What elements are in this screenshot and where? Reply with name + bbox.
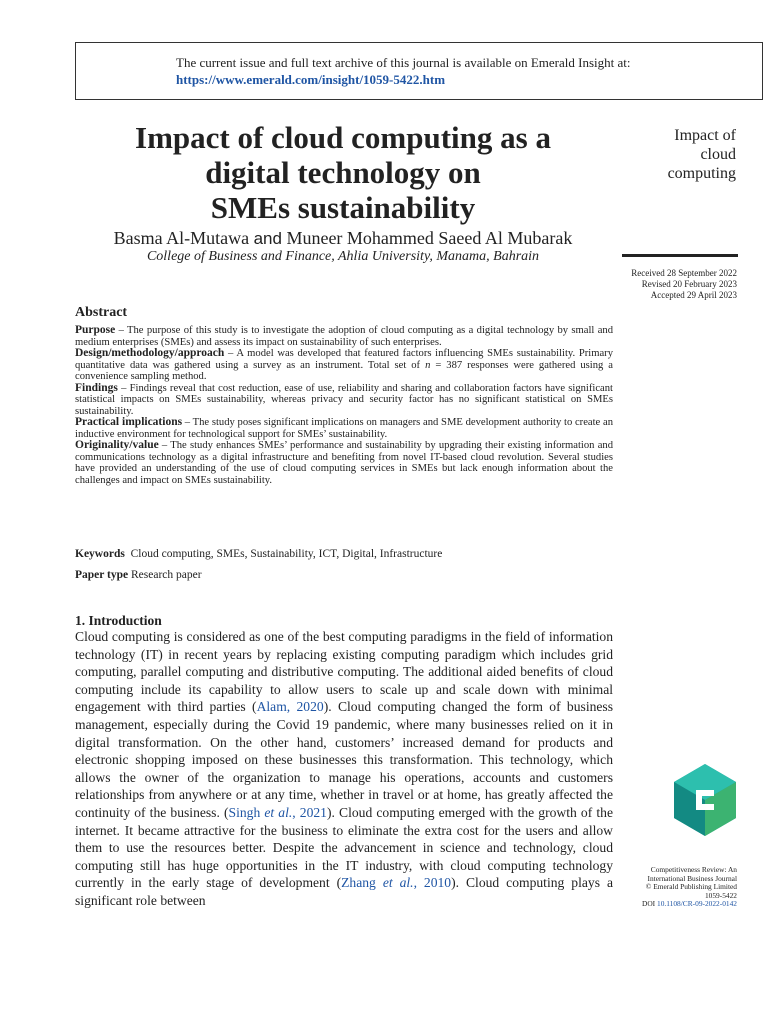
access-notice-box	[75, 42, 763, 100]
journal-logo-icon	[674, 764, 736, 836]
intro-text-1: Cloud computing is considered as one of the best computing paradigms in the field of information technology (IT) in recent years by replacing existing computing paradigm which includes grid computing, parallel computing and distributive computing. The additional aided benefits of cloud computing include its capability to allow users to scale up and scale down with minimal engagement with third parties (	[75, 629, 613, 715]
title-line-3: SMEs sustainability	[210, 190, 476, 225]
authors	[78, 228, 608, 249]
abstract-findings	[75, 383, 613, 418]
purpose-text: – The purpose of this study is to investigate the adoption of cloud computing as a digital technology by small and medium enterprises (SMEs) and assess its impact on sustainability of such enterprises.	[75, 325, 613, 348]
running-title-line-2: cloud	[700, 146, 736, 163]
abstract-heading: Abstract	[75, 305, 128, 320]
running-title	[596, 126, 736, 183]
intro-text-2: ). Cloud computing changed the form of business management, especially during the Covid 19 pandemic, where many businesses relied on it in digital transformation. On the other hand, customers’ increased demand for products and electronic shopping imposed on these businesses this transformation. This technology, which allows the owner of the organization to manage his operations, accounts and customers relationships from anywhere or at any time, whether in travel or at home, has greatly affected the continuity of the business. (	[75, 699, 614, 820]
doi-link[interactable]: 10.1108/CR-09-2022-0142	[657, 899, 737, 909]
author-1: Basma Al-Mutawa	[113, 228, 250, 248]
introduction-paragraph	[75, 628, 613, 910]
paper-type-label: Paper type	[75, 569, 129, 581]
paper-type	[75, 569, 202, 581]
author-conjunction: and	[253, 229, 282, 248]
intro-text-3: ). Cloud computing emerged with the growth of the internet. It became attractive for the business to eliminate the extra cost for the users and allow them to use the resources better. Despite the advancement in science and technology, cloud computing still has huge opportunities in the IT industry, with cloud computing technology currently in the early stage of development (	[75, 804, 613, 891]
received-date: Received 28 September 2022	[631, 268, 737, 278]
doi-label: DOI	[642, 899, 656, 909]
findings-text: – Findings reveal that cost reduction, ease of use, reliability and sharing and collaboration factors have significant statistical impacts on SMEs sustainability, whereas privacy and security factor has no significant statistical on SMEs sustainability.	[75, 382, 613, 417]
keywords-label: Keywords	[75, 548, 125, 560]
author-2: Muneer Mohammed Saeed Al Mubarak	[286, 228, 573, 248]
purpose-label: Purpose	[75, 324, 116, 336]
abstract-purpose	[75, 325, 613, 348]
title-line-2: digital technology on	[205, 155, 481, 190]
originality-label: Originality/value	[75, 439, 159, 451]
revised-date: Revised 20 February 2023	[641, 279, 737, 289]
citation-zhang-etal: et al.	[382, 875, 414, 891]
sidebar-rule	[622, 254, 738, 257]
practical-text: – The study poses significant implications on managers and SME development authority to create an inductive environment for technological support for SMEs’ sustainability.	[75, 417, 613, 440]
journal-name-line-1: Competitiveness Review: An	[650, 865, 737, 874]
running-title-line-3: computing	[667, 165, 736, 182]
intro-text-4: ). Cloud computing plays a significant role between	[75, 875, 613, 908]
paper-type-text: Research paper	[131, 569, 202, 581]
journal-url-link[interactable]: https://www.emerald.com/insight/1059-5422.htm	[176, 72, 446, 87]
design-n: n	[425, 359, 431, 371]
abstract-section	[75, 305, 613, 486]
citation-alam-link[interactable]: Alam, 2020	[256, 699, 324, 715]
abstract-originality	[75, 440, 613, 486]
access-notice-text: The current issue and full text archive of this journal is available on Emerald Insight at:	[176, 55, 631, 70]
title-line-1: Impact of cloud computing as a	[135, 120, 551, 155]
article-title	[78, 120, 608, 225]
citation-singh-etal: et al.	[264, 804, 293, 820]
keywords	[75, 548, 442, 560]
originality-text: – The study enhances SMEs’ performance and sustainability by upgrading their existing information and communications technology as a digital infrastructure and benefiting from novel IT-based cloud revolution. Several studies have provided an understanding of the use of cloud computing services in SMEs but lack enough information about the challenges and impact on SMEs sustainability.	[75, 440, 613, 486]
introduction-heading: 1. Introduction	[75, 613, 162, 628]
keywords-text: Cloud computing, SMEs, Sustainability, ICT, Digital, Infrastructure	[130, 548, 443, 560]
citation-zhang-author: Zhang	[341, 875, 383, 891]
accepted-date: Accepted 29 April 2023	[650, 290, 737, 300]
citation-singh-link[interactable]	[229, 805, 327, 820]
affiliation: College of Business and Finance, Ahlia University, Manama, Bahrain	[146, 249, 540, 264]
running-title-line-1: Impact of	[674, 127, 736, 144]
citation-singh-year: , 2021	[292, 804, 327, 820]
article-dates	[577, 268, 737, 301]
design-label: Design/methodology/approach	[75, 347, 225, 359]
journal-doi	[577, 900, 737, 909]
practical-label: Practical implications	[75, 416, 183, 428]
findings-label: Findings	[75, 381, 118, 394]
design-text-b: = 387 responses were gathered using a convenience sampling method.	[75, 359, 613, 382]
journal-issn: 1059-5422	[704, 890, 737, 900]
journal-name-line-2: International Business Journal	[647, 873, 737, 883]
citation-zhang-year: , 2010	[413, 875, 452, 891]
design-text-a: – A model was developed that featured factors influencing SMEs sustainability. Primary quantitative data was gathered using a survey as an instrument. Total set of	[75, 348, 613, 371]
journal-copyright: © Emerald Publishing Limited	[645, 882, 737, 892]
abstract-practical	[75, 417, 613, 440]
journal-info	[577, 866, 737, 909]
citation-zhang-link[interactable]	[341, 875, 451, 890]
abstract-design	[75, 348, 613, 383]
citation-singh-author: Singh	[228, 804, 265, 820]
